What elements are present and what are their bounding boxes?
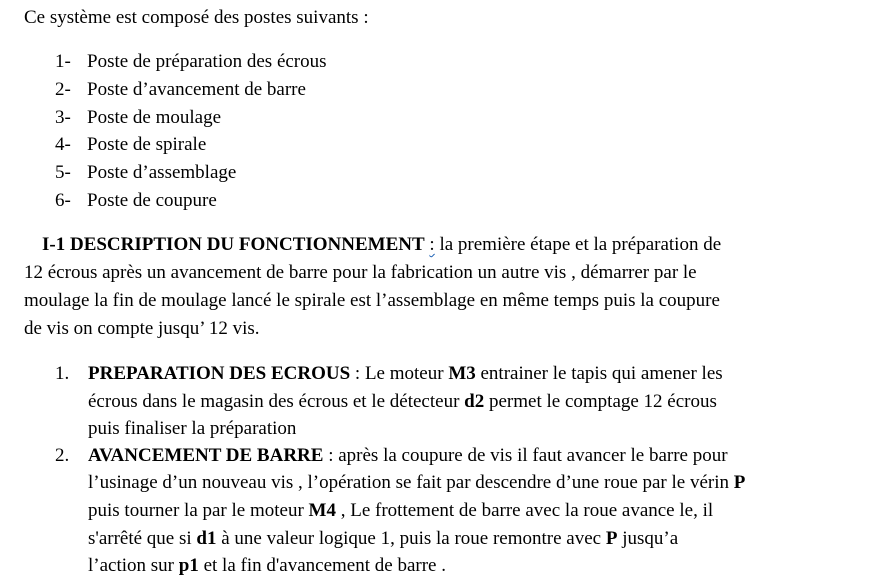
list-item-label: Poste de moulage (87, 107, 222, 128)
list-item-number: 1- (55, 51, 71, 72)
list-item-label: Poste d’assemblage (87, 162, 237, 183)
section-text: de vis on compte jusqu’ 12 vis. (24, 318, 260, 339)
list-item-label: Poste d’avancement de barre (87, 79, 306, 100)
list-item-number: 6- (55, 190, 71, 211)
item-line: écrous dans le magasin des écrous et le détecteur d2 permet le comptage 12 écrous (88, 391, 717, 412)
list-item-number: 3- (55, 107, 71, 128)
item-line: puis tourner la par le moteur M4 , Le frottement de barre avec la roue avance le, il (88, 500, 714, 521)
list-item-label: Poste de préparation des écrous (87, 51, 327, 72)
section-text: la première étape et la préparation de (439, 234, 722, 255)
item-line: s'arrêté que si d1 à une valeur logique 1, puis la roue remontre avec P jusqu’a (88, 528, 679, 549)
item-line: AVANCEMENT DE BARRE : après la coupure de vis il faut avancer le barre pour (88, 445, 728, 466)
item-line: puis finaliser la préparation (88, 418, 297, 439)
section-text: 12 écrous après un avancement de barre pour la fabrication un autre vis , démarrer par le (24, 262, 697, 283)
item-number: 2. (55, 445, 70, 466)
item-line: l’action sur p1 et la fin d'avancement de barre . (88, 555, 446, 576)
list-item-number: 2- (55, 79, 71, 100)
section-heading: I-1 DESCRIPTION DU FONCTIONNEMENT (42, 234, 425, 255)
list-item-number: 5- (55, 162, 71, 183)
section-text: moulage la fin de moulage lancé le spirale est l’assemblage en même temps puis la coupure (24, 290, 720, 311)
list-item-number: 4- (55, 134, 71, 155)
item-number: 1. (55, 363, 70, 384)
item-line: PREPARATION DES ECROUS : Le moteur M3 entrainer le tapis qui amener les (88, 363, 723, 384)
spell-check-marker: : (429, 234, 435, 255)
item-line: l’usinage d’un nouveau vis , l’opération se fait par descendre d’une roue par le vérin P (88, 472, 746, 493)
item-title: AVANCEMENT DE BARRE (88, 445, 324, 466)
item-title: PREPARATION DES ECROUS (88, 363, 351, 384)
list-item-label: Poste de coupure (87, 190, 217, 211)
section-first-line (42, 233, 721, 257)
list-item-label: Poste de spirale (87, 134, 207, 155)
intro-text: Ce système est composé des postes suivants : (24, 7, 369, 28)
